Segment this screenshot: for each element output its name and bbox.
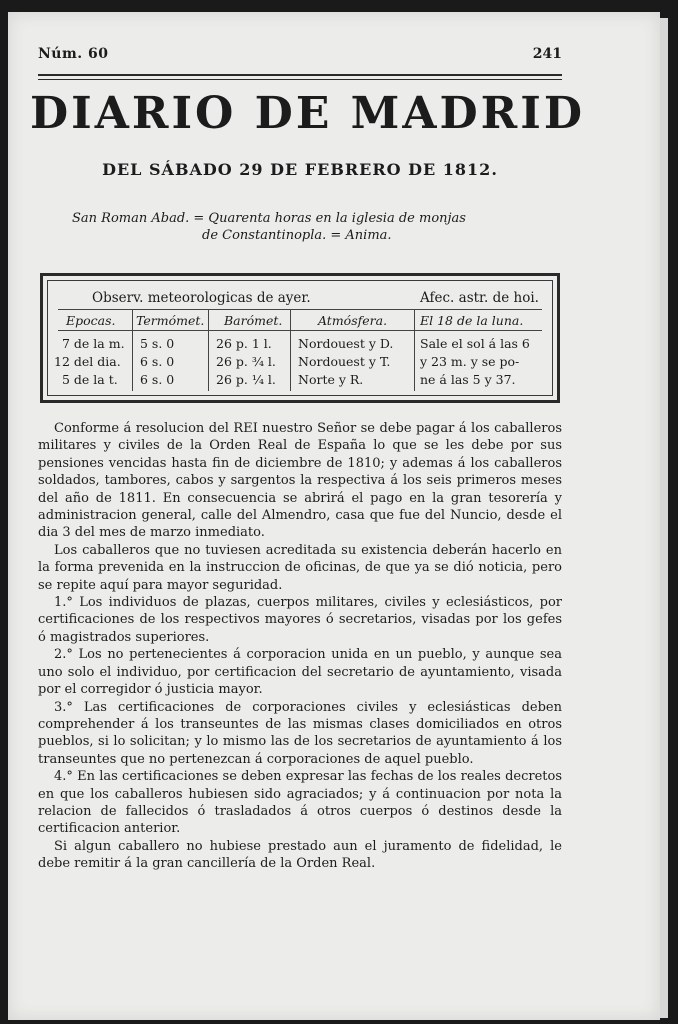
- article-body: [38, 420, 562, 873]
- col-header-termometro: Termómet.: [136, 313, 205, 328]
- paragraph: Si algun caballero no hubiese prestado aun el juramento de fidelidad, le debe remitir á la gran cancillería de la Orden Real.: [38, 838, 562, 872]
- observations-heading: Observ. meteorologicas de ayer.: [92, 290, 311, 306]
- saints-line-1: San Roman Abad. = Quarenta horas en la iglesia de monjas: [72, 211, 466, 226]
- col-divider: [414, 309, 415, 391]
- col-divider: [208, 309, 209, 391]
- header-rule-bottom: [38, 79, 562, 80]
- list-item: 4.° En las certificaciones se deben expresar las fechas de los reales decretos en que los caballeros hubiesen sido agraciados; y á continuacion por nota la relacion de fallecidos ó trasladados á otros cuerpos ó destinos desde la certificacion anterior.: [38, 769, 562, 837]
- divider: [58, 309, 542, 310]
- saints-line-2: de Constantinopla. = Anima.: [202, 228, 392, 243]
- astro-subheading: El 18 de la luna.: [420, 313, 524, 328]
- astronomy-heading: Afec. astr. de hoi.: [420, 290, 539, 306]
- col-header-barometro: Barómet.: [224, 313, 283, 328]
- row-2-termometro: 6 s. 0: [140, 354, 175, 369]
- meteorological-table: [40, 273, 560, 403]
- row-1-atmosfera: Nordouest y D.: [298, 336, 394, 351]
- row-2-epoca: 12 del dia.: [54, 354, 121, 369]
- issue-number: Núm. 60: [38, 46, 109, 62]
- page-edge: [660, 18, 668, 1018]
- table-frame: [47, 280, 553, 396]
- row-1-epoca: 7 de la m.: [62, 336, 125, 351]
- astro-line-1: Sale el sol á las 6: [420, 336, 530, 351]
- row-1-termometro: 5 s. 0: [140, 336, 175, 351]
- astro-line-3: ne á las 5 y 37.: [420, 372, 516, 387]
- saints-of-day: [72, 210, 562, 244]
- col-divider: [290, 309, 291, 391]
- paragraph: Conforme á resolucion del REI nuestro Señor se debe pagar á los caballeros militares y civiles de la Orden Real de España lo que se les debe por sus pensiones vencidas hasta fin de diciembre de 1810; y ademas á los caballeros soldados, tambores, cabos y sargentos la respectiva á los seis primeros meses del año de 1811. En consecuencia se abrirá el pago en la gran tesorería y administracion general, calle del Almendro, casa que fue del Nuncio, desde el dia 3 del mes de marzo inmediato.: [38, 421, 562, 541]
- col-header-epocas: Epocas.: [66, 313, 116, 328]
- list-item: 2.° Los no pertenecientes á corporacion unida en un pueblo, y aunque sea uno solo el individuo, por certificacion del secretario de ayuntamiento, visada por el corregidor ó justicia mayor.: [38, 647, 562, 698]
- col-header-atmosfera: Atmósfera.: [318, 313, 388, 328]
- row-3-termometro: 6 s. 0: [140, 372, 175, 387]
- dateline: DEL SÁBADO 29 DE FEBRERO DE 1812.: [102, 160, 498, 179]
- row-1-barometro: 26 p. 1 l.: [216, 336, 272, 351]
- astro-line-2: y 23 m. y se po-: [420, 354, 520, 369]
- header-rule-top: [38, 74, 562, 76]
- col-divider: [132, 309, 133, 391]
- paragraph: Los caballeros que no tuviesen acreditada su existencia deberán hacerlo en la forma prevenida en la instruccion de oficinas, de que ya se dió noticia, pero se repite aquí para mayor seguridad.: [38, 542, 562, 593]
- row-3-epoca: 5 de la t.: [62, 372, 118, 387]
- row-3-atmosfera: Norte y R.: [298, 372, 364, 387]
- row-2-barometro: 26 p. ¾ l.: [216, 354, 276, 369]
- list-item: 3.° Las certificaciones de corporaciones civiles y eclesiásticas deben comprehender á los transeuntes de las mismas clases domiciliados en otros pueblos, si lo solicitan; y lo mismo las de los secretarios de ayuntamiento á los transeuntes que no pertenezcan á corporaciones de aquel pueblo.: [38, 699, 562, 767]
- list-item: 1.° Los individuos de plazas, cuerpos militares, civiles y eclesiásticos, por certificaciones de los respectivos mayores ó secretarios, visadas por los gefes ó magistrados superiores.: [38, 595, 562, 645]
- row-2-atmosfera: Nordouest y T.: [298, 354, 391, 369]
- divider: [58, 330, 542, 331]
- newspaper-title: DIARIO DE MADRID: [30, 88, 585, 139]
- row-3-barometro: 26 p. ¼ l.: [216, 372, 276, 387]
- page-number: 241: [532, 46, 562, 62]
